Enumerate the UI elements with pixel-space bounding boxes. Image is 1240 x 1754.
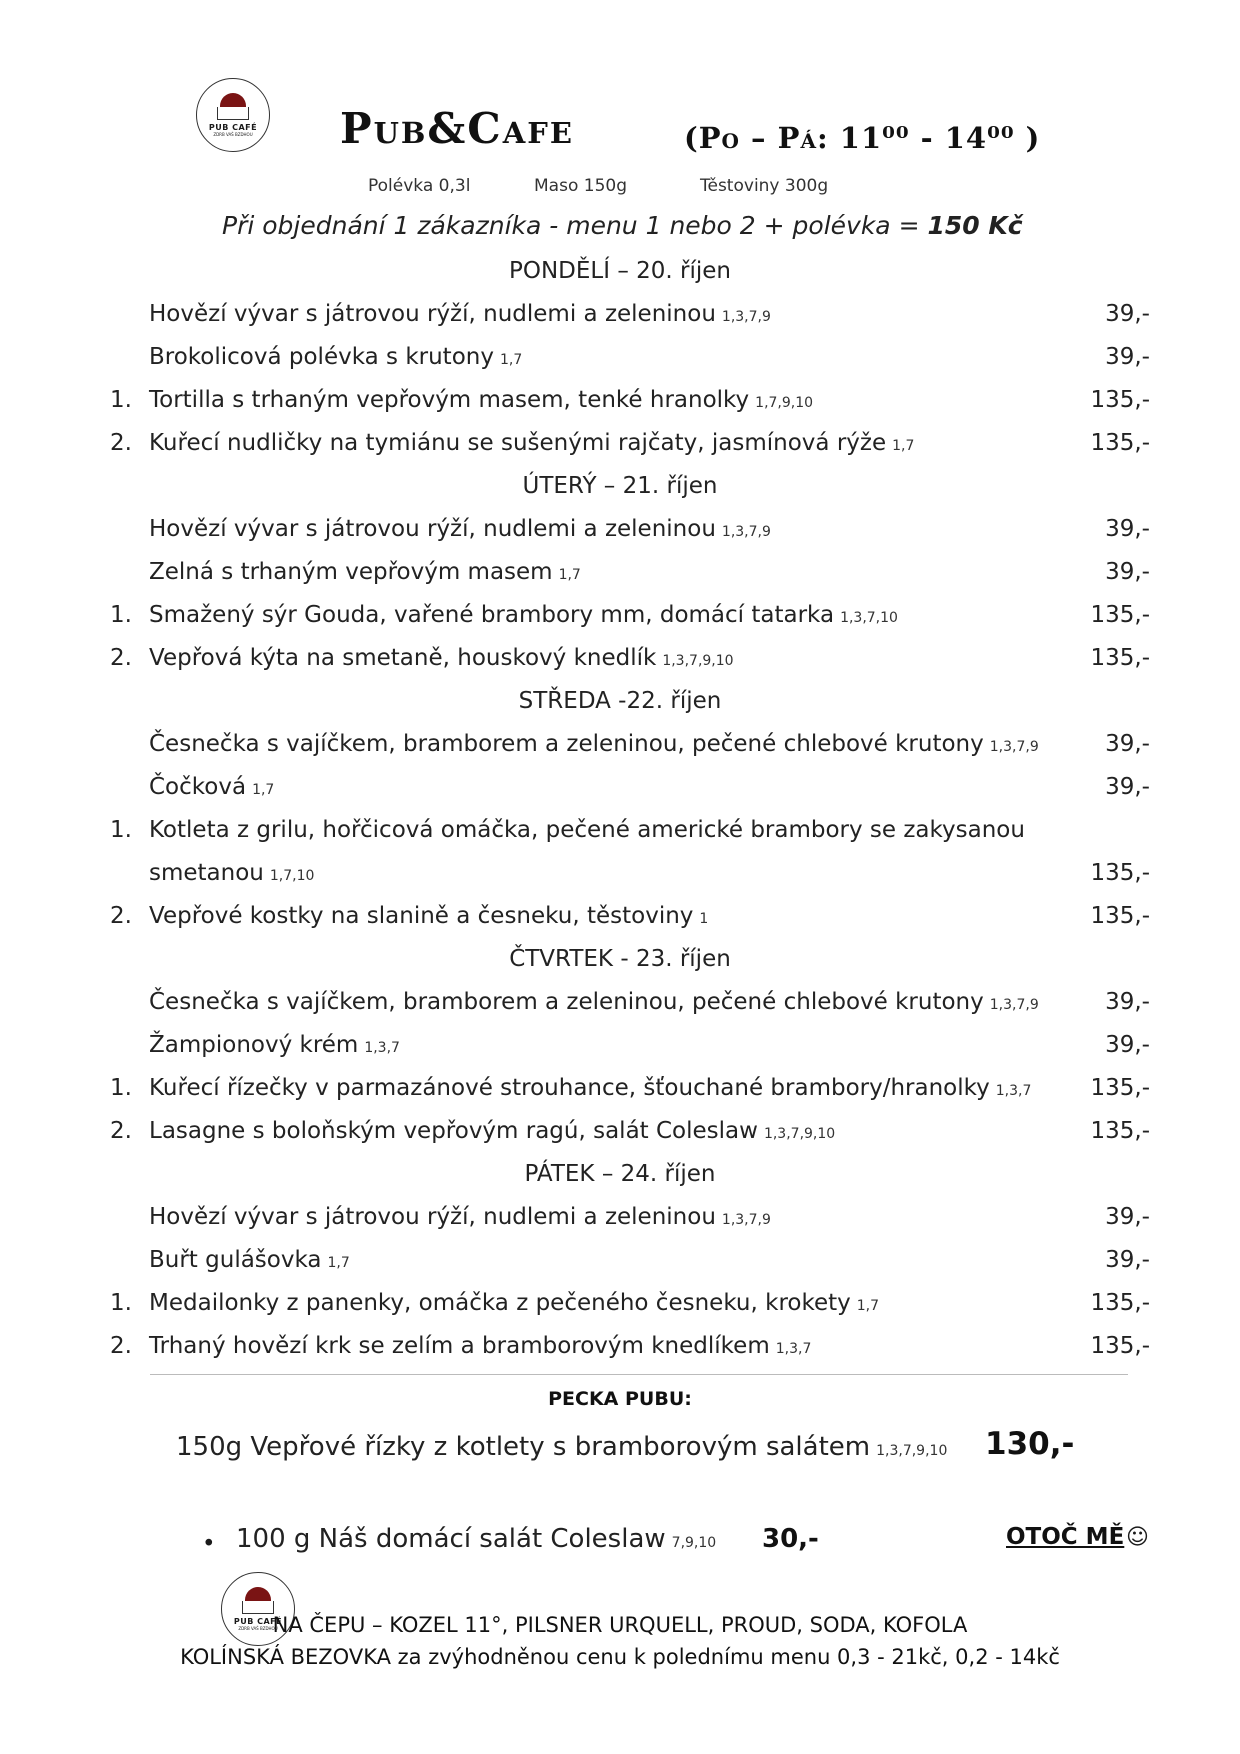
item-allergens: 1,3,7,9,10 [662, 653, 734, 669]
item-name: Vepřová kýta na smetaně, houskový knedlík [149, 645, 657, 671]
order-note [222, 211, 1023, 240]
item-name: Česnečka s vajíčkem, bramborem a zeleninou, pečené chlebové krutony [149, 989, 984, 1015]
item-price: 135,- [1090, 1075, 1150, 1101]
item-name: Žampionový krém [149, 1032, 359, 1058]
item-name: Trhaný hovězí krk se zelím a bramborovým knedlíkem [149, 1333, 770, 1359]
day-title-thursday: ČTVRTEK - 23. říjen [509, 946, 731, 972]
menu-item [149, 1075, 1031, 1101]
item-name: Kuřecí nudličky na tymiánu se sušenými rajčaty, jasmínová rýže [149, 430, 887, 456]
logo-dome-icon [245, 1587, 271, 1601]
item-price: 39,- [1105, 344, 1150, 370]
menu-item [149, 387, 813, 413]
special-name: 150g Vepřové řízky z kotlety s bramborovým salátem [176, 1432, 871, 1462]
item-allergens: 1,3,7,9 [989, 739, 1039, 755]
item-number: 2. [110, 645, 132, 671]
item-price: 39,- [1105, 559, 1150, 585]
logo-dome-icon [220, 93, 246, 107]
item-allergens: 1,7 [856, 1298, 880, 1314]
order-price: 150 Kč [927, 211, 1023, 240]
item-allergens: 1,3,7,10 [840, 610, 898, 626]
bullet-icon: • [202, 1531, 216, 1557]
item-allergens: 1,3,7,9 [989, 997, 1039, 1013]
item-name: Medailonky z panenky, omáčka z pečeného česneku, krokety [149, 1290, 851, 1316]
item-name: Tortilla s trhaným vepřovým masem, tenké hranolky [149, 387, 750, 413]
item-allergens: 1,3,7 [775, 1341, 812, 1357]
item-price: 39,- [1105, 989, 1150, 1015]
menu-item [149, 731, 1039, 757]
item-allergens: 1,3,7 [995, 1083, 1032, 1099]
item-name: Zelná s trhaným vepřovým masem [149, 559, 553, 585]
item-number: 1. [110, 1290, 132, 1316]
item-price: 39,- [1105, 301, 1150, 327]
item-name: Lasagne s boloňským vepřovým ragú, salát Coleslaw [149, 1118, 758, 1144]
day-title-friday: PÁTEK – 24. říjen [524, 1161, 716, 1187]
portion-pasta: Těstoviny 300g [700, 176, 829, 196]
item-name: Smažený sýr Gouda, vařené brambory mm, domácí tatarka [149, 602, 835, 628]
extra-name: 100 g Náš domácí salát Coleslaw [236, 1524, 666, 1554]
day-title-tuesday: ÚTERÝ – 21. říjen [522, 473, 718, 499]
item-name: Hovězí vývar s játrovou rýží, nudlemi a zeleninou [149, 1204, 716, 1230]
extra-allergens: 7,9,10 [671, 1535, 717, 1551]
logo-subtitle: ZDRB VAŠ BZDHOU [213, 132, 253, 137]
menu-item [149, 903, 708, 929]
day-title-monday: PONDĚLÍ – 20. říjen [509, 258, 731, 284]
menu-item [149, 1204, 771, 1230]
item-price: 39,- [1105, 1247, 1150, 1273]
divider [150, 1374, 1128, 1375]
menu-item [149, 301, 771, 327]
logo-name: PUB CAFÉ [233, 1617, 283, 1626]
page-title: Pub&Cafe [340, 104, 574, 153]
item-price: 39,- [1105, 1032, 1150, 1058]
item-allergens: 1,7 [892, 438, 915, 454]
day-title-wednesday: STŘEDA -22. říjen [518, 688, 722, 714]
menu-item [149, 602, 898, 628]
special-item [176, 1432, 947, 1462]
logo-name: PUB CAFÉ [208, 123, 258, 132]
footer-line-2: KOLÍNSKÁ BEZOVKA za zvýhodněnou cenu k polednímu menu 0,3 - 21kč, 0,2 - 14kč [180, 1645, 1060, 1669]
portion-meat: Maso 150g [534, 176, 627, 196]
item-allergens: 1,7 [252, 782, 275, 798]
item-price: 135,- [1090, 1290, 1150, 1316]
item-price: 135,- [1090, 430, 1150, 456]
smiley-icon: ☺ [1126, 1525, 1149, 1550]
item-number: 1. [110, 817, 132, 843]
item-price: 135,- [1090, 1333, 1150, 1359]
item-allergens: 1,7,9,10 [755, 395, 814, 411]
item-allergens: 1,7 [327, 1255, 350, 1271]
menu-item-continued [149, 860, 314, 886]
special-price: 130,- [985, 1426, 1075, 1462]
portion-soup: Polévka 0,3l [368, 176, 471, 196]
item-allergens: 1,3,7,9 [721, 524, 771, 540]
item-name: Čočková [149, 774, 247, 800]
item-price: 135,- [1090, 387, 1150, 413]
item-price: 135,- [1090, 860, 1150, 886]
item-allergens: 1,7 [558, 567, 581, 583]
extra-price: 30,- [762, 1524, 819, 1554]
item-number: 2. [110, 1333, 132, 1359]
menu-item [149, 989, 1039, 1015]
item-number: 2. [110, 430, 132, 456]
item-name: Vepřové kostky na slanině a česneku, těstoviny [149, 903, 694, 929]
item-name: Kuřecí řízečky v parmazánové strouhance, šťouchané brambory/hranolky [149, 1075, 990, 1101]
pub-cafe-logo [196, 78, 270, 152]
item-name: Hovězí vývar s játrovou rýží, nudlemi a zeleninou [149, 301, 716, 327]
item-allergens: 1,3,7 [364, 1040, 400, 1056]
item-name: Kotleta z grilu, hořčicová omáčka, pečené americké brambory se zakysanou [149, 817, 1025, 843]
order-text: Při objednání 1 zákazníka - menu 1 nebo 2 + polévka = [222, 211, 928, 240]
footer-line-1: NA ČEPU – KOZEL 11°, PILSNER URQUELL, PROUD, SODA, KOFOLA [272, 1613, 968, 1637]
item-number: 2. [110, 903, 132, 929]
logo-building-icon [217, 107, 249, 120]
item-price: 135,- [1090, 645, 1150, 671]
item-price: 135,- [1090, 602, 1150, 628]
item-name: smetanou [149, 860, 264, 886]
item-allergens: 1 [699, 911, 709, 927]
menu-item [149, 430, 914, 456]
item-number: 2. [110, 1118, 132, 1144]
menu-item [149, 817, 1025, 843]
menu-item [149, 645, 734, 671]
item-allergens: 1,7 [499, 352, 523, 368]
menu-item [149, 516, 771, 542]
item-allergens: 1,3,7,9 [721, 1212, 771, 1228]
menu-item [149, 1118, 835, 1144]
menu-item [149, 1333, 811, 1359]
item-number: 1. [110, 387, 132, 413]
opening-hours: (Po – Pá: 11⁰⁰ - 14⁰⁰ ) [684, 121, 1041, 155]
item-name: Česnečka s vajíčkem, bramborem a zeleninou, pečené chlebové krutony [149, 731, 984, 757]
menu-item [149, 1247, 350, 1273]
menu-item [149, 559, 581, 585]
item-price: 39,- [1105, 516, 1150, 542]
item-price: 39,- [1105, 1204, 1150, 1230]
turn-over-note: OTOČ MĚ [1006, 1524, 1125, 1550]
item-name: Brokolicová polévka s krutony [149, 344, 494, 370]
item-price: 39,- [1105, 731, 1150, 757]
special-title: PECKA PUBU: [548, 1388, 692, 1410]
item-price: 135,- [1090, 1118, 1150, 1144]
logo-subtitle: ZDRB VAŠ BZDHOU [238, 1626, 278, 1631]
item-number: 1. [110, 602, 132, 628]
item-price: 39,- [1105, 774, 1150, 800]
item-allergens: 1,7,10 [269, 868, 315, 884]
item-number: 1. [110, 1075, 132, 1101]
item-name: Buřt gulášovka [149, 1247, 322, 1273]
item-price: 135,- [1090, 903, 1150, 929]
item-allergens: 1,3,7,9,10 [763, 1126, 836, 1142]
menu-item [149, 344, 522, 370]
extra-item [236, 1524, 716, 1554]
item-allergens: 1,3,7,9 [721, 309, 771, 325]
item-name: Hovězí vývar s játrovou rýží, nudlemi a zeleninou [149, 516, 716, 542]
menu-item [149, 774, 274, 800]
special-allergens: 1,3,7,9,10 [876, 1443, 948, 1459]
menu-item [149, 1290, 879, 1316]
menu-item [149, 1032, 400, 1058]
